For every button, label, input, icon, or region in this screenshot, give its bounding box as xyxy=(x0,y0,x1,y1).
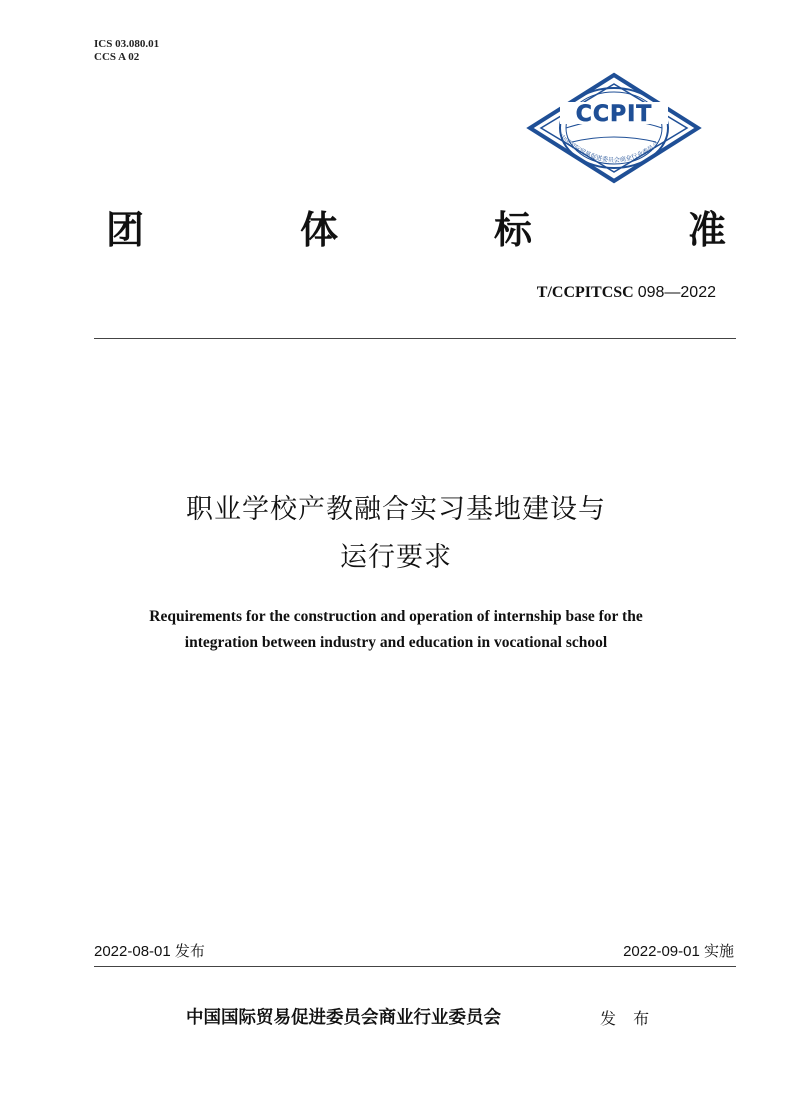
ics-code: ICS 03.080.01 xyxy=(94,38,160,50)
ccpit-logo xyxy=(526,72,702,184)
publisher-name: 中国国际贸易促进委员会商业行业委员会 xyxy=(186,1008,501,1028)
standard-type-char: 标 xyxy=(493,208,532,252)
standard-type-char: 团 xyxy=(106,208,145,252)
standard-number-prefix: T/CCPITCSC xyxy=(536,284,638,301)
title-english xyxy=(60,604,732,656)
standard-type-char: 准 xyxy=(687,208,726,252)
release-date: 2022-08-01 发布 xyxy=(94,943,205,960)
publish-label: 发 布 xyxy=(600,1009,656,1028)
standard-type xyxy=(106,204,726,256)
top-divider xyxy=(94,338,736,339)
title-cn-line2: 运行要求 xyxy=(340,542,452,573)
implementation-date: 2022-09-01 实施 xyxy=(623,943,734,960)
logo-mark-text: CCPIT xyxy=(575,102,653,127)
standard-number xyxy=(537,284,716,302)
title-en-line1: Requirements for the construction and operation of internship base for the xyxy=(149,608,643,625)
title-en-line2: integration between industry and education in vocational school xyxy=(184,634,608,651)
classification-codes xyxy=(94,38,159,64)
title-cn-line1: 职业学校产教融合实习基地建设与 xyxy=(186,494,606,525)
standard-type-char: 体 xyxy=(299,208,338,252)
ccs-code: CCS A 02 xyxy=(94,51,140,63)
standard-number-value: 098—2022 xyxy=(637,284,716,301)
bottom-divider xyxy=(94,966,736,967)
logo-ring-text: 中国国际贸易促进委员会商业行业委员会 xyxy=(557,133,661,165)
title-chinese xyxy=(60,486,732,582)
